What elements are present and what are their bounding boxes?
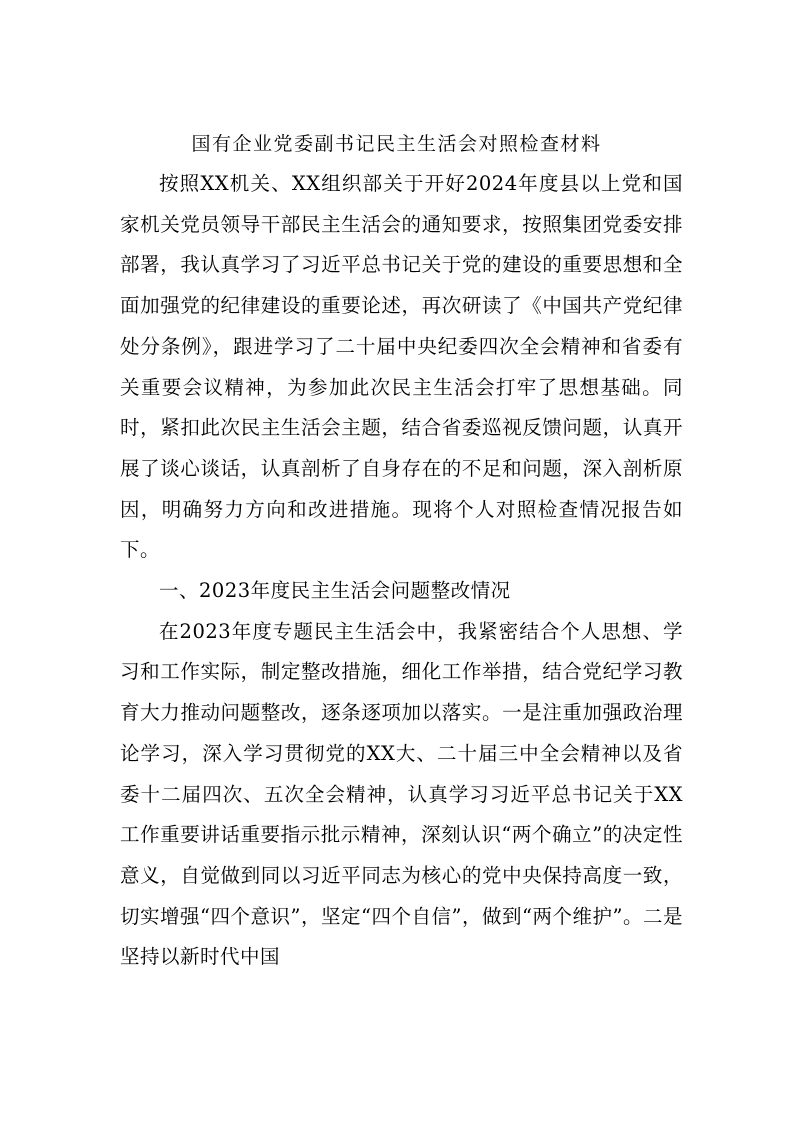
- section-heading-1: 一、2023年度民主生活会问题整改情况: [159, 579, 511, 603]
- paragraph-rectification: 在2023年度专题民主生活会中，我紧密结合个人思想、学习和工作实际，制定整改措施，细化工作举措，结合党纪学习教育大力推动问题整改，逐条逐项加以落实。一是注重加强政治理论学习，深入学习贯彻党的XX大、二十届三中全会精神以及省委十二届四次、五次全会精神，认真学习习近平总书记关于XX工作重要讲话重要指示批示精神，深刻认识“两个确立”的决定性意义，自觉做到同以习近平同志为核心的党中央保持高度一致，切实增强“四个意识”，坚定“四个自信”，做到“两个维护”。二是坚持以新时代中国: [120, 619, 683, 969]
- document-body: [120, 164, 683, 978]
- paragraph-intro: 按照XX机关、XX组织部关于开好2024年度县以上党和国家机关党员领导干部民主生活会的通知要求，按照集团党委安排部署，我认真学习了习近平总书记关于党的建设的重要思想和全面加强党的纪律建设的重要论述，再次研读了《中国共产党纪律处分条例》，跟进学习了二十届中央纪委四次全会精神和省委有关重要会议精神，为参加此次民主生活会打牢了思想基础。同时，紧扣此次民主生活会主题，结合省委巡视反馈问题，认真开展了谈心谈话，认真剖析了自身存在的不足和问题，深入剖析原因，明确努力方向和改进措施。现将个人对照检查情况报告如下。: [120, 172, 683, 562]
- document-title: 国有企业党委副书记民主生活会对照检查材料: [191, 133, 602, 155]
